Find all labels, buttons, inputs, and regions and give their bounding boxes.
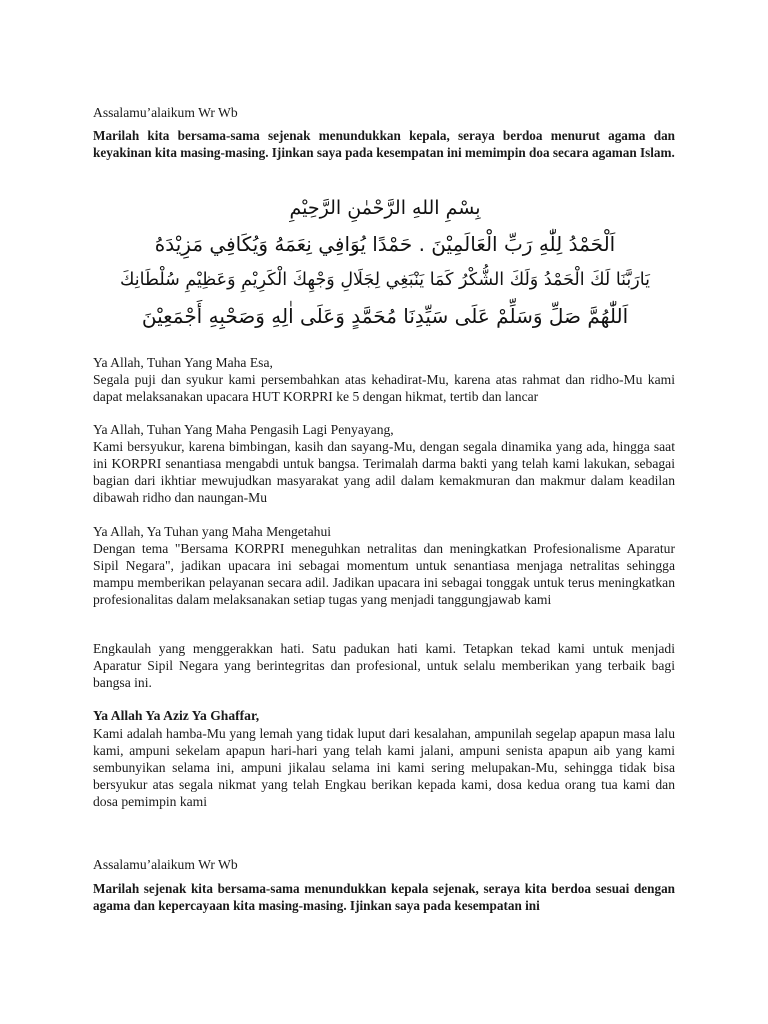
section-1-heading: Ya Allah, Tuhan Yang Maha Esa,	[93, 355, 273, 370]
prayer-section-2	[93, 421, 675, 506]
prayer-section-4	[93, 640, 675, 691]
prayer-section-3	[93, 523, 675, 608]
greeting-bottom: Assalamu’alaikum Wr Wb	[93, 857, 238, 872]
section-5-heading: Ya Allah Ya Aziz Ya Ghaffar,	[93, 708, 260, 723]
prayer-section-1	[93, 354, 675, 405]
arabic-line-2: اَلْحَمْدُ لِلّٰهِ رَبِّ الْعَالَمِيْنَ . حَمْدًا يُوَافِي نِعَمَهُ وَيُكَافِي مَزِيْدَهُ	[154, 232, 616, 256]
section-4-body: Engkaulah yang menggerakkan hati. Satu padukan hati kami. Tetapkan tekad kami untuk menjadi Aparatur Sipil Negara yang berintegritas dan profesional, untuk selalu memberikan yang terbaik bagi bangsa ini.	[93, 641, 675, 690]
prayer-section-5	[93, 707, 675, 810]
intro-paragraph-2: Marilah sejenak kita bersama-sama menundukkan kepala sejenak, seraya kita berdoa sesuai dengan agama dan kepercayaan kita masing-masing. Ijinkan saya pada kesempatan ini	[93, 881, 675, 913]
greeting-top: Assalamu’alaikum Wr Wb	[93, 105, 238, 120]
arabic-line-3: يَارَبَّنَا لَكَ الْحَمْدُ وَلَكَ الشُّكْرُ كَمَا يَنْبَغِي لِجَلَالِ وَجْهِكَ الْكَرِيْمِ وَعَظِيْمِ سُلْطَانِكَ	[120, 270, 650, 290]
section-2-body: Kami bersyukur, karena bimbingan, kasih dan sayang-Mu, dengan segala dinamika yang ada, hingga saat ini KORPRI senantiasa mengabdi untuk bangsa. Terimalah darma bakti yang telah kami lakukan, sebagai bagian dari ikhtiar mewujudkan masyarakat yang adil dalam kemakmuran dan makmur dalam keadilan dibawah ridho dan naungan-Mu	[93, 439, 675, 505]
section-1-body: Segala puji dan syukur kami persembahkan atas kehadirat-Mu, karena atas rahmat dan ridho-Mu kami dapat melaksanakan upacara HUT KORPRI ke 5 dengan hikmat, tertib dan lancar	[93, 372, 675, 404]
intro-paragraph: Marilah kita bersama-sama sejenak menundukkan kepala, seraya berdoa menurut agama dan keyakinan kita masing-masing. Ijinkan saya pada kesempatan ini memimpin doa secara agaman Islam.	[93, 128, 675, 160]
arabic-line-4: اَللّٰهُمَّ صَلِّ وَسَلِّمْ عَلَى سَيِّدِنَا مُحَمَّدٍ وَعَلَى اٰلِهِ وَصَحْبِهِ أَجْمَعِيْنَ	[141, 304, 629, 328]
section-3-heading: Ya Allah, Ya Tuhan yang Maha Mengetahui	[93, 524, 332, 539]
section-2-heading: Ya Allah, Tuhan Yang Maha Pengasih Lagi Penyayang,	[93, 422, 394, 437]
section-5-body: Kami adalah hamba-Mu yang lemah yang tidak luput dari kesalahan, ampunilah segelap apapun masa lalu kami, ampuni sekelam apapun hari-hari yang telah kami jalani, ampuni senista apapun aib yang kami sembunyikan selama ini, ampuni jikalau selama ini kami sering melupakan-Mu, sehingga tidak bisa bersyukur atas segala nikmat yang telah Engkau berikan kepada kami, dosa kedua orang tua kami dan dosa pemimpin kami	[93, 726, 675, 809]
arabic-prayer-image	[90, 190, 680, 340]
section-3-body: Dengan tema "Bersama KORPRI meneguhkan netralitas dan meningkatkan Profesionalisme Aparatur Sipil Negara", jadikan upacara ini sebagai momentum untuk senantiasa menjaga netralitas sehingga mampu memberikan pelayanan secara adil. Jadikan upacara ini sebagai tonggak untuk terus meningkatkan profesionalitas dalam melaksanakan setiap tugas yang menjadi tanggungjawab kami	[93, 541, 675, 607]
arabic-line-1: بِسْمِ اللهِ الرَّحْمٰنِ الرَّحِيْمِ	[289, 197, 481, 219]
